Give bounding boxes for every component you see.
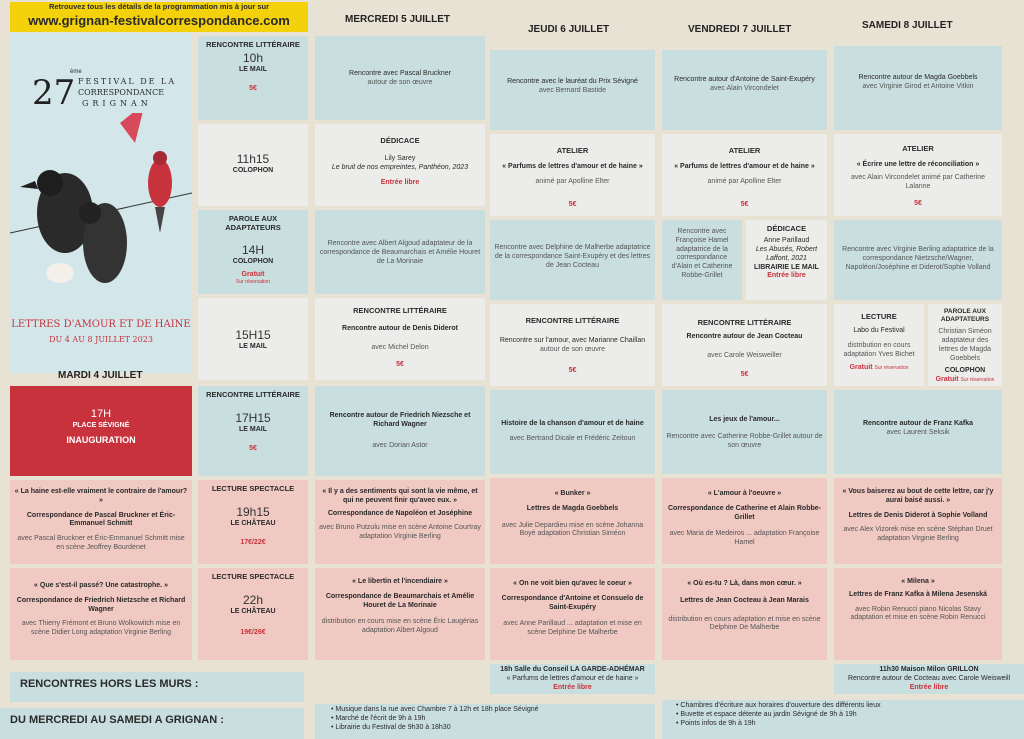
event-price: Entrée libre bbox=[909, 683, 949, 691]
activity-item: • Musique dans la rue avec Chambre 7 à 12h et 18h place Sévigné bbox=[331, 706, 539, 713]
event-tag: DÉDICACE bbox=[766, 224, 807, 233]
event-line1: Rencontre autour de Denis Diderot bbox=[342, 325, 458, 333]
event-line2: avec Michel Delon bbox=[371, 344, 429, 352]
slot-tag: RENCONTRE LITTÉRAIRE bbox=[206, 40, 300, 49]
event-line2: avec Alain Vircondelet bbox=[710, 84, 779, 92]
event-price: 5€ bbox=[568, 366, 577, 374]
event-title: Correspondance de Catherine et Alain Robbe-Grillet bbox=[668, 504, 821, 521]
thu-event-7 bbox=[490, 568, 655, 660]
event-line1: Les jeux de l'amour... bbox=[709, 416, 780, 423]
banner-text: Retrouvez tous les détails de la programmation mis à jour sur bbox=[48, 2, 270, 11]
sat-event-5 bbox=[834, 478, 1002, 564]
thu-event-3 bbox=[490, 220, 655, 300]
activity-item: • Points infos de 9h à 19h bbox=[676, 719, 756, 727]
slot-price: 5€ bbox=[249, 85, 257, 93]
event-quote: « Le libertin et l'incendiaire » bbox=[352, 578, 448, 585]
event-tag: RENCONTRE LITTÉRAIRE bbox=[525, 316, 620, 325]
festival-line3: GRIGNAN bbox=[82, 99, 152, 108]
event-line1: Rencontre avec Delphine de Malherbe adaptatrice de la correspondance Saint-Exupéry et des lettres de Jean Cocteau bbox=[494, 244, 651, 269]
wed-event-7 bbox=[315, 568, 485, 660]
event-line2: Rencontre autour de Cocteau avec Carole Weisweill bbox=[847, 674, 1011, 682]
wed-event-3 bbox=[315, 210, 485, 294]
fri-event-3 bbox=[662, 220, 742, 300]
event-price: Entrée libre bbox=[553, 683, 592, 691]
day-header-thursday: JEUDI 6 JUILLET bbox=[528, 24, 610, 35]
activity-item: • Librairie du Festival de 9h30 à 18h30 bbox=[331, 723, 451, 731]
event-line1: Rencontre avec le lauréat du Prix Sévigné bbox=[507, 78, 638, 85]
hors-event-saturday bbox=[834, 664, 1024, 694]
wed-event-1 bbox=[315, 36, 485, 120]
thu-event-1 bbox=[490, 50, 655, 130]
tuesday-inauguration bbox=[10, 386, 192, 476]
slot-tag: RENCONTRE LITTÉRAIRE bbox=[206, 390, 300, 399]
slot-tag: PAROLE AUX ADAPTATEURS bbox=[225, 214, 281, 233]
event-title: Lettres de Jean Cocteau à Jean Marais bbox=[680, 596, 809, 604]
inauguration-place: PLACE SÉVIGNÉ bbox=[72, 421, 130, 429]
slot-3 bbox=[198, 210, 308, 294]
slot-2 bbox=[198, 124, 308, 206]
event-line1: Christian Siméon adaptateur des lettres de Magda Goebbels bbox=[938, 328, 992, 362]
event-credits: avec Alex Vizorek mise en scène Stéphan Druet adaptation Virginie Berling bbox=[843, 526, 993, 542]
sat-event-4 bbox=[834, 390, 1002, 474]
festival-line2: CORRESPONDANCE bbox=[78, 88, 165, 97]
event-quote: « Bunker » bbox=[554, 490, 591, 497]
sat-event-6 bbox=[834, 568, 1002, 660]
fri-event-6 bbox=[662, 478, 827, 564]
event-line1: Rencontre autour d'Antoine de Saint-Exupéry bbox=[674, 76, 815, 83]
event-line1: « Parfums de lettres d'amour et de haine » bbox=[674, 163, 815, 171]
event-line1: « Parfums de lettres d'amour et de haine » bbox=[502, 163, 643, 171]
event-line2: animé par Apolline Elter bbox=[707, 178, 782, 186]
fri-event-1 bbox=[662, 50, 827, 130]
festival-line1: FESTIVAL DE LA bbox=[78, 77, 177, 86]
edition-sup: ème bbox=[70, 69, 82, 75]
event-note: Sur réservation bbox=[960, 377, 995, 383]
event-title: Lettres de Denis Diderot à Sophie Volland bbox=[848, 511, 988, 519]
day-header-tuesday: MARDI 4 JUILLET bbox=[58, 370, 143, 381]
event-line2: avec Bertrand Dicale et Frédéric Zeitoun bbox=[509, 434, 636, 442]
hors-event-thursday bbox=[490, 664, 655, 694]
event-line2: distribution en cours adaptation Yves Bichet bbox=[843, 342, 915, 358]
slot-venue: COLOPHON bbox=[232, 167, 274, 174]
event-line2: avec Carole Weisweiller bbox=[707, 352, 782, 360]
activity-item: • Marché de l'écrit de 9h à 19h bbox=[331, 714, 426, 722]
festival-poster bbox=[10, 33, 192, 373]
fri-event-7 bbox=[662, 568, 827, 660]
slot-note: Sur réservation bbox=[236, 279, 270, 286]
inauguration-time: 17H bbox=[90, 408, 112, 420]
slot-time: 19h15 bbox=[236, 505, 270, 520]
event-line2: avec Bernard Bastide bbox=[539, 86, 606, 94]
event-line1: 18h Salle du Conseil LA GARDE-ADHÉMAR bbox=[500, 666, 645, 673]
slot-venue: LE MAIL bbox=[239, 343, 267, 350]
tuesday-lecture-2 bbox=[10, 568, 192, 660]
event-quote: « Vous baiserez au bout de cette lettre, car j'y aurai baisé aussi. » bbox=[842, 488, 994, 504]
day-header-saturday: SAMEDI 8 JUILLET bbox=[862, 20, 953, 31]
festival-theme: LETTRES D'AMOUR ET DE HAINE bbox=[11, 319, 191, 330]
event-quote: « La haine est-elle vraiment le contraire de l'amour? » bbox=[14, 488, 188, 504]
slot-venue: LE CHÂTEAU bbox=[230, 520, 276, 528]
hors-les-murs-label: RENCONTRES HORS LES MURS : bbox=[10, 672, 304, 702]
wed-event-6 bbox=[315, 480, 485, 564]
event-line2: Rencontre avec Catherine Robbe-Grillet autour de son œuvre bbox=[666, 432, 823, 449]
grignan-activities-left bbox=[315, 704, 655, 739]
slot-7 bbox=[198, 568, 308, 660]
fri-event-5 bbox=[662, 390, 827, 474]
festival-dates: DU 4 AU 8 JUILLET 2023 bbox=[49, 335, 153, 344]
event-venue: LIBRAIRIE LE MAIL bbox=[754, 263, 819, 271]
event-credits: avec Thierry Frémont et Bruno Wolkowitch mise en scène Didier Long adaptation Virginie Berling bbox=[21, 620, 181, 636]
slot-time: 10h bbox=[242, 51, 264, 66]
event-line2: autour de son œuvre bbox=[367, 78, 433, 86]
slot-time: 14H bbox=[241, 242, 264, 257]
event-credits: avec Julie Depardieu mise en scène Johanna Boyé adaptation Christian Siméon bbox=[501, 521, 644, 538]
event-credits: distribution en cours mise en scène Éric Laugérias adaptation Albert Algoud bbox=[321, 618, 479, 634]
slot-6 bbox=[198, 480, 308, 564]
event-line1: Rencontre sur l'amour, avec Marianne Chaillan bbox=[499, 337, 646, 345]
event-line1: Rencontre avec Albert Algoud adaptateur de la correspondance de Beaumarchais et Amélie Houret de La Morinaie bbox=[319, 240, 481, 265]
event-tag: DÉDICACE bbox=[380, 136, 420, 145]
thu-event-6 bbox=[490, 478, 655, 564]
wed-event-5 bbox=[315, 386, 485, 476]
website-banner bbox=[10, 2, 308, 32]
event-line1: Labo du Festival bbox=[853, 327, 905, 335]
sat-event-2 bbox=[834, 134, 1002, 216]
event-line1: Anne Parillaud bbox=[763, 237, 810, 245]
event-price: Gratuit bbox=[935, 376, 959, 383]
event-tag: ATELIER bbox=[902, 144, 934, 153]
event-price: Entrée libre bbox=[380, 178, 420, 186]
sat-parole bbox=[928, 304, 1002, 386]
event-credits: distribution en cours adaptation et mise en scène Delphine De Malherbe bbox=[668, 615, 821, 632]
event-price: 5€ bbox=[740, 370, 749, 378]
slot-time: 11h15 bbox=[236, 152, 270, 166]
event-credits: avec Bruno Putzulu mise en scène Antoine Courtray adaptation Virginie Berling bbox=[319, 524, 481, 540]
wed-event-2 bbox=[315, 124, 485, 206]
event-tag: RENCONTRE LITTÉRAIRE bbox=[697, 318, 792, 327]
event-line2: avec Alain Vircondelet animé par Catherine Lalanne bbox=[850, 174, 986, 190]
grignan-activities-right bbox=[662, 700, 1024, 739]
event-title: Lettres de Franz Kafka à Milena Jesenská bbox=[848, 590, 988, 598]
event-line1: Rencontre avec Françoise Hamel adaptatrice de la correspondance d'Alain et Catherine Robbe-Grillet bbox=[671, 228, 733, 279]
event-title: Lettres de Magda Goebbels bbox=[526, 504, 619, 512]
wed-event-4 bbox=[315, 298, 485, 380]
event-line2: avec Virginie Girod et Antoine Vitkin bbox=[862, 82, 974, 90]
event-tag: ATELIER bbox=[728, 146, 761, 155]
event-price: Entrée libre bbox=[767, 272, 806, 280]
slot-time: 17H15 bbox=[235, 411, 271, 426]
slot-tag: LECTURE SPECTACLE bbox=[211, 572, 295, 581]
event-note: Sur réservation bbox=[874, 364, 909, 371]
slot-venue: COLOPHON bbox=[232, 257, 274, 265]
fri-dedicace bbox=[746, 220, 827, 300]
slot-price: 5€ bbox=[249, 445, 257, 453]
event-quote: « L'amour à l'oeuvre » bbox=[707, 490, 782, 497]
grignan-label: DU MERCREDI AU SAMEDI A GRIGNAN : bbox=[0, 708, 304, 739]
slot-price: 17€/22€ bbox=[240, 539, 266, 547]
event-credits: avec Maria de Medeiros ... adaptation Françoise Hamel bbox=[669, 530, 820, 546]
event-line1: Rencontre autour de Friedrich Niezsche et Richard Wagner bbox=[329, 412, 471, 428]
event-line1: 11h30 Maison Milon GRILLON bbox=[879, 666, 979, 673]
event-venue: COLOPHON bbox=[944, 367, 986, 375]
event-title: Correspondance de Friedrich Nietzsche et Richard Wagner bbox=[16, 596, 186, 613]
event-line2: Les Abusés, Robert Laffont, 2021 bbox=[755, 246, 818, 262]
sat-event-1 bbox=[834, 46, 1002, 130]
event-line1: Rencontre autour de Magda Goebbels bbox=[858, 74, 978, 81]
event-credits: avec Pascal Bruckner et Éric-Emmanuel Schmitt mise en scène Jeoffrey Bourdenet bbox=[17, 535, 185, 551]
event-line2: avec Dorian Astor bbox=[372, 441, 428, 449]
event-title: Correspondance d'Antoine et Consuelo de Saint-Exupéry bbox=[501, 594, 644, 611]
thu-event-4 bbox=[490, 304, 655, 386]
thu-event-2 bbox=[490, 134, 655, 216]
event-quote: « Il y a des sentiments qui sont la vie même, et qui ne peuvent finir qu'avec eux. » bbox=[322, 488, 478, 504]
event-tag: ATELIER bbox=[556, 146, 589, 155]
slot-4 bbox=[198, 298, 308, 380]
event-price: 5€ bbox=[396, 360, 404, 368]
slot-price: Gratuit bbox=[241, 270, 265, 278]
event-tag: PAROLE AUX ADAPTATEURS bbox=[940, 308, 990, 324]
slot-tag: LECTURE SPECTACLE bbox=[211, 484, 295, 493]
event-title: Correspondance de Beaumarchais et Amélie Houret de La Morinaie bbox=[325, 592, 475, 609]
birds-illustration bbox=[10, 113, 192, 293]
event-price: 5€ bbox=[740, 200, 749, 208]
event-line1: Lily Sarey bbox=[384, 155, 416, 163]
slot-venue: LE MAIL bbox=[239, 66, 267, 74]
event-quote: « On ne voit bien qu'avec le coeur » bbox=[513, 580, 632, 587]
event-tag: RENCONTRE LITTÉRAIRE bbox=[353, 306, 447, 315]
event-tag: LECTURE bbox=[861, 312, 897, 321]
event-line1: Rencontre avec Virginie Berling adaptatrice de la correspondance Nietzsche/Wagner, Napoléon/Joséphine et Diderot/Sophie Volland bbox=[842, 246, 994, 271]
event-line2: avec Laurent Seksik bbox=[886, 428, 950, 436]
event-line2: animé par Apolline Elter bbox=[535, 178, 610, 186]
event-price: Gratuit bbox=[849, 363, 873, 371]
event-price: 5€ bbox=[914, 199, 922, 207]
thu-event-5 bbox=[490, 390, 655, 474]
event-line1: Rencontre autour de Jean Cocteau bbox=[686, 333, 803, 341]
event-title: Correspondance de Pascal Bruckner et Éric-Emmanuel Schmitt bbox=[26, 511, 176, 528]
event-line1: Rencontre autour de Franz Kafka bbox=[862, 420, 974, 427]
slot-1 bbox=[198, 36, 308, 120]
event-price: 5€ bbox=[568, 200, 577, 208]
event-line1: Histoire de la chanson d'amour et de haine bbox=[501, 420, 644, 427]
slot-5 bbox=[198, 386, 308, 476]
slot-time: 15H15 bbox=[235, 328, 271, 342]
website-link[interactable]: www.grignan-festivalcorrespondance.com bbox=[28, 13, 290, 28]
event-quote: « Milena » bbox=[901, 578, 935, 585]
event-credits: avec Robin Renucci piano Nicolas Stavy adaptation et mise en scène Robin Renucci bbox=[850, 605, 986, 622]
day-header-wednesday: MERCREDI 5 JUILLET bbox=[345, 14, 451, 25]
slot-venue: LE MAIL bbox=[239, 426, 267, 434]
event-line2: « Parfums de lettres d'amour et de haine » bbox=[506, 674, 639, 682]
day-header-friday: VENDREDI 7 JUILLET bbox=[688, 24, 792, 35]
edition-number: 27 bbox=[32, 73, 76, 113]
inauguration-title: INAUGURATION bbox=[66, 434, 136, 445]
slot-price: 19€/26€ bbox=[240, 629, 266, 637]
activity-item: • Buvette et espace détente au jardin Sévigné de 9h à 19h bbox=[676, 710, 857, 718]
event-line2: autour de son œuvre bbox=[540, 346, 605, 354]
slot-venue: LE CHÂTEAU bbox=[230, 608, 276, 616]
event-credits: avec Anne Parillaud ... adaptation et mise en scène Delphine De Malherbe bbox=[503, 620, 642, 636]
tuesday-lecture-1 bbox=[10, 480, 192, 564]
event-line2: Le bruit de nos empreintes, Panthéon, 2023 bbox=[331, 164, 469, 172]
activity-item: • Chambres d'écriture aux horaires d'ouverture des différents lieux bbox=[676, 702, 881, 709]
fri-event-4 bbox=[662, 304, 827, 386]
sat-lecture bbox=[834, 304, 924, 386]
event-title: Correspondance de Napoléon et Joséphine bbox=[327, 509, 473, 517]
sat-event-3 bbox=[834, 220, 1002, 300]
event-line1: Rencontre avec Pascal Bruckner bbox=[349, 70, 451, 77]
slot-time: 22h bbox=[242, 593, 264, 608]
event-quote: « Où es-tu ? Là, dans mon cœur. » bbox=[687, 580, 802, 587]
event-line1: « Écrire une lettre de réconciliation » bbox=[856, 161, 980, 169]
event-quote: « Que s'est-il passé? Une catastrophe. » bbox=[34, 582, 168, 589]
fri-event-2 bbox=[662, 134, 827, 216]
